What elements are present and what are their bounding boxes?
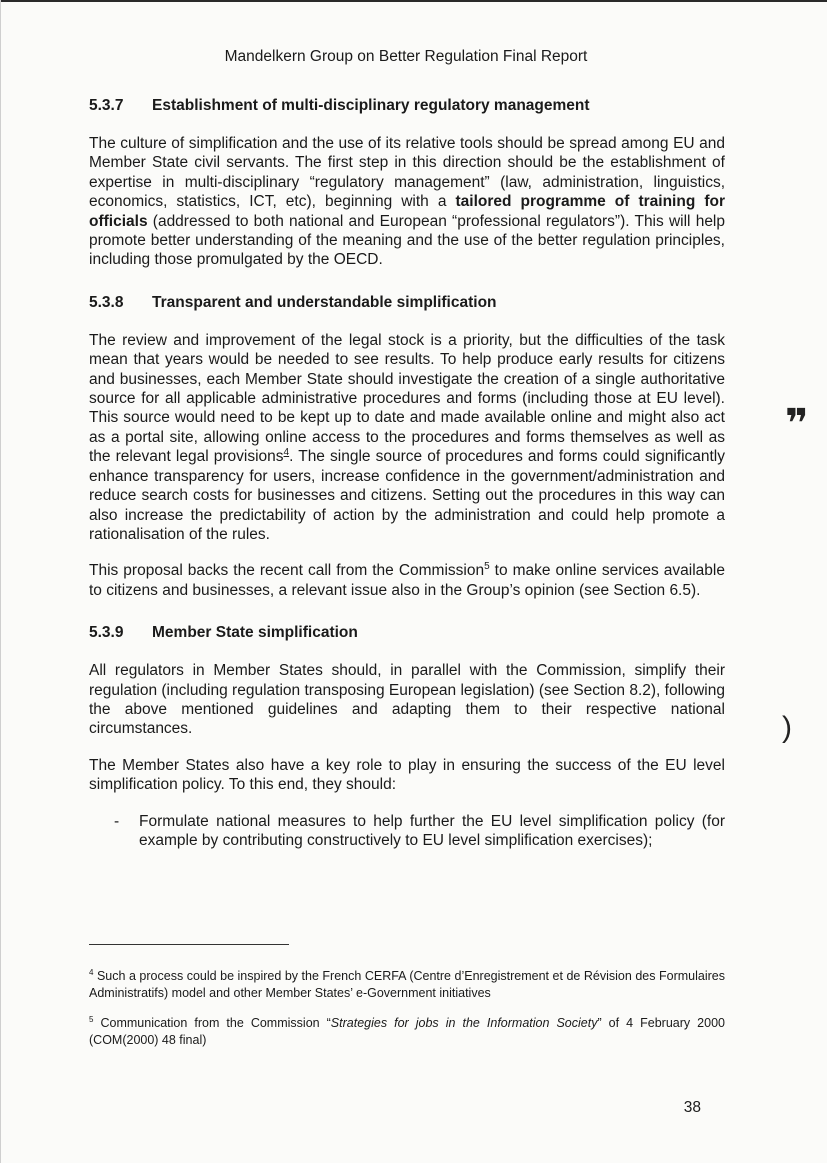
top-border-line bbox=[0, 0, 827, 2]
footnotes bbox=[89, 968, 725, 1062]
paragraph: The Member States also have a key role to play in ensuring the success of the EU level simplification policy. To this end, they should: bbox=[89, 756, 725, 794]
section-heading-5-3-7 bbox=[89, 96, 725, 116]
section-heading-5-3-8 bbox=[89, 293, 725, 313]
section-number: 5.3.9 bbox=[89, 624, 124, 642]
footnote-ref-4[interactable]: 4 bbox=[283, 447, 290, 459]
section-heading-5-3-9 bbox=[89, 623, 725, 643]
section-number: 5.3.7 bbox=[89, 97, 124, 114]
running-header: Mandelkern Group on Better Regulation Final Report bbox=[224, 48, 588, 65]
margin-binding-hole-mark: ) bbox=[782, 711, 792, 744]
footnote-separator bbox=[89, 944, 289, 945]
section-title: Transparent and understandable simplification bbox=[152, 293, 497, 311]
paragraph: The culture of simplification and the use of its relative tools should be spread among EU and Member State civil servants. The first step in this direction should be the establishment of expertise in multi-disciplinary “regulatory management” (law, administration, linguistics, economics, statistics, ICT, etc), beginning with a tailored programme of training for officials (addressed to both national and European “professional regulators”). This will help promote better understanding of the meaning and the use of the better regulation principles, including those promulgated by the OECD. bbox=[89, 135, 725, 269]
section-title: Establishment of multi-disciplinary regulatory management bbox=[152, 97, 590, 114]
dash-list bbox=[89, 812, 725, 851]
scan-edge-line bbox=[0, 0, 1, 1163]
paragraph: The review and improvement of the legal stock is a priority, but the difficulties of the task mean that years would be needed to see results. To help produce early results for citizens and businesses, each Member State should investigate the creation of a single authoritative source for all applicable administrative procedures and forms (including those at EU level). This source would need to be kept up to date and made available online and might also act as a portal site, allowing online access to the procedures and forms themselves as well as the relevant legal provisions$^4$. The single source of procedures and forms could significantly enhance transparency for users, increase confidence in the government/administration and reduce search costs for businesses and citizens. Setting out the procedures in this way can also increase the predictability of action by the administration and could help promote a rationalisation of the rules. bbox=[89, 331, 726, 543]
dash-marker: - bbox=[114, 812, 120, 830]
section-number: 5.3.8 bbox=[89, 293, 124, 311]
margin-binding-hole-mark: ❞ bbox=[785, 402, 809, 446]
footnote-5: $^5$ Communication from the Commission “Strategies for jobs in the Information Society” of 4 February 2000 (COM(2000) 48 final) bbox=[89, 1014, 725, 1047]
paragraph: All regulators in Member States should, in parallel with the Commission, simplify their regulation (including regulation transposing European legislation) (see Section 8.2), following the above mentioned guidelines and adapting them to their respective national circumstances. bbox=[89, 662, 725, 738]
page-body bbox=[89, 96, 725, 850]
page-number: 38 bbox=[683, 1099, 701, 1116]
footnote-4: $^4$ Such a process could be inspired by the French CERFA (Centre d’Enregistrement et de Révision des Formulaires Administratifs) model and other Member States’ e-Government initiatives bbox=[89, 967, 725, 1000]
footnote-ref-5[interactable]: 5 bbox=[484, 561, 490, 573]
section-title: Member State simplification bbox=[152, 624, 358, 642]
list-item: - Formulate national measures to help further the EU level simplification policy (for example by contributing constructively to EU level simplification exercises); bbox=[114, 812, 725, 849]
bold-phrase: tailored programme of training for officials bbox=[89, 193, 725, 230]
paragraph: This proposal backs the recent call from the Commission$^5$ to make online services available to citizens and businesses, a relevant issue also in the Group’s opinion (see Section 6.5). bbox=[89, 561, 725, 599]
